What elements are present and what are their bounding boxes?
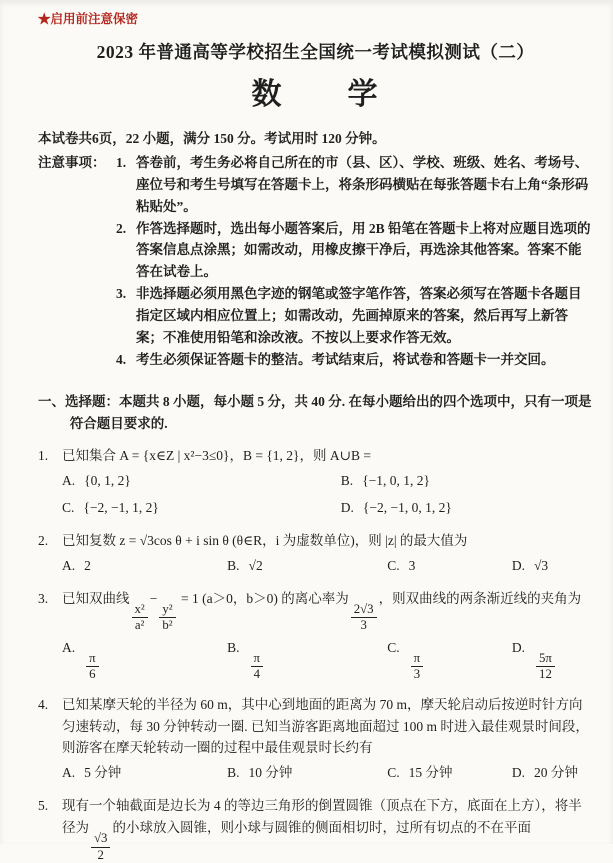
option-a xyxy=(62,637,219,683)
option-label: B. xyxy=(227,557,240,573)
question-1 xyxy=(38,445,593,519)
option-label: A. xyxy=(62,639,76,655)
option-d xyxy=(341,497,591,519)
option-b xyxy=(341,470,591,492)
note-number: 4. xyxy=(116,351,127,367)
question-stem: 已知双曲线 $\frac{\text{x²}}{\text{a²}}$ − $\frac{\text{y²}}{\text{b²}}$ = 1 (a＞0，b＞0) 的离心率为 $\frac{2√3}{3}$ ，则双曲线的两条渐近线的夹角为 xyxy=(62,590,582,633)
question-number: 5. xyxy=(38,798,49,814)
option-label: A. xyxy=(62,765,76,781)
security-notice: ★启用前注意保密 xyxy=(38,12,139,26)
option-label: C. xyxy=(387,765,400,781)
options-row xyxy=(62,637,593,683)
note-item xyxy=(116,283,593,349)
option-label: D. xyxy=(340,500,354,516)
option-b xyxy=(227,555,379,577)
option-c xyxy=(387,555,504,577)
question-4 xyxy=(38,694,593,784)
question-stem: 已知集合 A = {x∈Z | x²−3≤0}，B = {1, 2}，则 A∪B = xyxy=(62,448,371,464)
question-stem: 已知复数 z = √3cos θ + i sin θ (θ∈R，i 为虚数单位)，则 |z| 的最大值为 xyxy=(62,532,468,548)
note-text: 作答选择题时，选出每小题答案后，用 2B 铅笔在答题卡上将对应题目选项的答案信息点涂黑；如需改动，用橡皮擦干净后，再选涂其他答案。答案不能答在试卷上。 xyxy=(136,220,591,280)
question-5 xyxy=(38,795,593,863)
option-c xyxy=(62,497,333,519)
question-number: 1. xyxy=(38,448,49,464)
question-body xyxy=(62,588,593,683)
option-text: {−2, −1, 1, 2} xyxy=(83,500,159,516)
option-label: C. xyxy=(62,500,75,516)
option-label: C. xyxy=(387,639,400,655)
option-label: A. xyxy=(62,473,76,489)
question-body xyxy=(62,694,593,784)
option-text: 5 分钟 xyxy=(84,765,122,781)
note-text: 答卷前，考生务必将自己所在的市（县、区）、学校、班级、姓名、考场号、座位号和考生号填写在答题卡上，将条形码横贴在每张答题卡右上角“条形码粘贴处”。 xyxy=(136,155,589,214)
options-row xyxy=(62,470,593,519)
option-label: D. xyxy=(511,765,525,781)
section-one-heading: 一、选择题：本题共 8 小题，每小题 5 分，共 40 分. 在每小题给出的四个选项中，只有一项是符合题目要求的. xyxy=(38,393,592,431)
options-row xyxy=(62,762,593,784)
option-a xyxy=(62,555,219,577)
question-number: 3. xyxy=(38,590,49,606)
option-text: {−2, −1, 0, 1, 2} xyxy=(362,500,452,516)
note-number: 3. xyxy=(116,286,127,302)
option-text: 2 xyxy=(84,557,91,573)
exam-info: 本试卷共6页，22 小题，满分 150 分。考试用时 120 分钟。 xyxy=(38,131,386,147)
question-body xyxy=(62,445,593,519)
option-d xyxy=(512,762,593,784)
option-label: D. xyxy=(511,557,525,573)
note-number: 1. xyxy=(116,155,127,171)
note-item xyxy=(116,349,593,371)
question-stem: 已知某摩天轮的半径为 60 m，其中心到地面的距离为 70 m，摩天轮启动后按逆时针方向匀速转动，每 30 分钟转动一圈. 已知当游客距离地面超过 100 m 时进入最佳观景时间段，则游客在摩天轮转动一圈的过程中最佳观景时长约有 xyxy=(62,696,589,756)
option-label: D. xyxy=(511,639,525,655)
option-label: C. xyxy=(387,557,400,573)
notes-section xyxy=(38,152,593,371)
option-text: √2 xyxy=(248,557,263,573)
question-body xyxy=(62,530,593,577)
option-text: 3 xyxy=(408,557,416,573)
option-text: $\frac{\pi}{3}$ xyxy=(409,640,425,655)
question-number: 4. xyxy=(38,696,49,712)
note-text: 非选择题必须用黑色字迹的钢笔或签字笔作答，答案必须写在答题卡各题目指定区域内相应位置上；如需改动，先画掉原来的答案，然后再写上新答案；不准使用铅笔和涂改液。不按以上要求作答无效。 xyxy=(136,286,582,345)
question-3 xyxy=(38,588,593,683)
option-text: 15 分钟 xyxy=(408,765,453,781)
note-number: 2. xyxy=(116,220,127,236)
notes-label: 注意事项： xyxy=(38,155,106,171)
note-text: 考生必须保证答题卡的整洁。考试结束后，将试卷和答题卡一并交回。 xyxy=(136,351,555,367)
option-label: A. xyxy=(62,557,76,573)
option-label: B. xyxy=(227,639,240,655)
option-c xyxy=(387,637,504,683)
subject-title: 数 学 xyxy=(251,77,380,111)
note-item xyxy=(116,218,593,284)
question-number: 2. xyxy=(38,532,49,548)
option-text: $\frac{\pi}{4}$ xyxy=(249,640,265,655)
option-label: B. xyxy=(227,765,240,781)
question-body xyxy=(62,795,593,863)
options-row xyxy=(62,555,593,577)
note-item xyxy=(116,152,593,218)
option-d xyxy=(512,555,593,577)
question-stem: 现有一个轴截面是边长为 4 的等边三角形的倒置圆锥（顶点在下方，底面在上方），将半径为 $\frac{√3}{2}$ 的小球放入圆锥，则小球与圆锥的侧面相切时，过所有切点的不在平面 xyxy=(62,798,582,862)
option-b xyxy=(227,637,379,683)
option-label: B. xyxy=(340,473,354,489)
option-d xyxy=(512,637,593,683)
option-text: 10 分钟 xyxy=(248,765,293,781)
option-text: {0, 1, 2} xyxy=(84,473,131,489)
option-a xyxy=(62,470,333,492)
option-text: $\frac{\pi}{6}$ xyxy=(84,640,100,655)
exam-title: 2023 年普通高等学校招生全国统一考试模拟测试（二） xyxy=(96,42,535,63)
option-text: $\frac{5\pi}{12}$ xyxy=(534,640,557,655)
option-a xyxy=(62,762,219,784)
option-text: 20 分钟 xyxy=(534,765,578,781)
option-text: {−1, 0, 1, 2} xyxy=(362,473,431,489)
question-2 xyxy=(38,530,593,577)
option-b xyxy=(227,762,379,784)
option-text: √3 xyxy=(534,557,549,573)
option-c xyxy=(387,762,504,784)
